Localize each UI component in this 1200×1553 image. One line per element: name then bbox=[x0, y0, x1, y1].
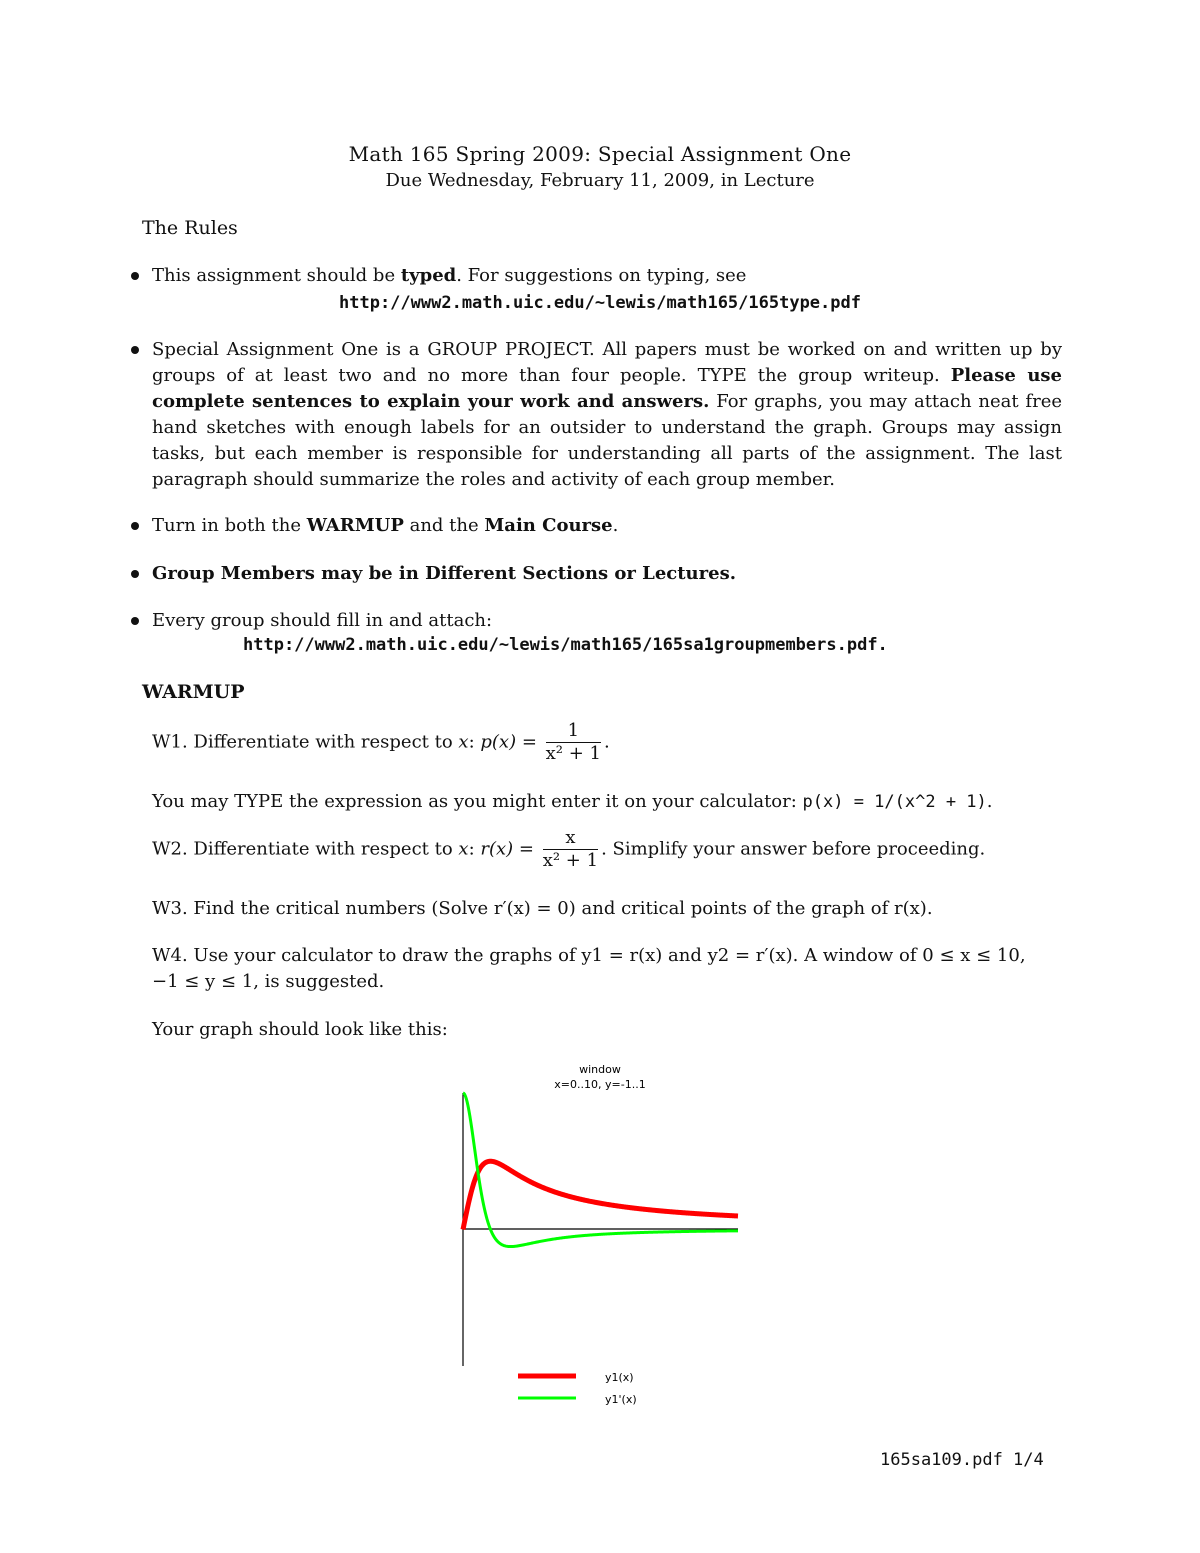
calc-hint-text: You may TYPE the expression as you might enter it on your calculator: bbox=[152, 791, 803, 812]
rule-fill-attach: Every group should fill in and attach: bbox=[152, 610, 493, 631]
rule-group-text: Special Assignment One is a GROUP PROJECT. All papers must be worked on and written up by groups of at least two and no more than four people. TYPE the group writeup. bbox=[152, 339, 1062, 386]
question-w1: W1. Differentiate with respect to x: p(x) = $\frac{1}{\text{x² + 1}}$ . bbox=[152, 720, 610, 764]
series-line-2 bbox=[463, 1093, 738, 1247]
rule-turnin-text3: . bbox=[612, 515, 619, 536]
w1-numerator: 1 bbox=[546, 720, 601, 743]
rule-turnin-text: Turn in both the bbox=[152, 515, 307, 536]
rule-members-bold: Group Members may be in Different Sections or Lectures. bbox=[152, 563, 736, 584]
calc-hint-code: p(x) = 1/(x^2 + 1) bbox=[802, 792, 987, 812]
rule-typed-text: This assignment should be bbox=[152, 265, 401, 286]
w2-numerator: x bbox=[543, 827, 598, 850]
rule-group-text2: For graphs, you may attach neat free hand sketches with enough labels for an outsider to understand the graph. Groups may assign tasks, but each member is responsible for understanding all parts of the assignment. The last paragraph should summarize the roles and activity of each group member. bbox=[152, 391, 1063, 490]
rule-typed-bold: typed bbox=[400, 265, 457, 286]
rule-typed-text2: . For suggestions on typing, see bbox=[456, 265, 747, 286]
w1-denominator: x² + 1 bbox=[545, 743, 601, 764]
warmup-heading: WARMUP bbox=[142, 681, 245, 703]
w1-prefix: W1. Differentiate with respect to bbox=[152, 731, 459, 753]
document-title: Math 165 Spring 2009: Special Assignment One bbox=[348, 142, 852, 166]
series-line-1 bbox=[463, 1161, 738, 1229]
document-subtitle: Due Wednesday, February 11, 2009, in Lecture bbox=[385, 170, 815, 191]
w2-denominator: x² + 1 bbox=[542, 850, 599, 871]
question-w4-line1: W4. Use your calculator to draw the graphs of y1 = r(x) and y2 = r′(x). A window of 0 ≤ x ≤ 10, bbox=[152, 945, 1026, 966]
question-w2: W2. Differentiate with respect to x: r(x) = $\frac{x}{\text{x² + 1}}$ . Simplify your answer before proceeding. bbox=[152, 827, 986, 871]
rule-turnin-main: Main Course bbox=[484, 515, 613, 536]
calc-hint-suffix: . bbox=[986, 791, 993, 812]
chart-subtitle: x=0..10, y=-1..1 bbox=[554, 1078, 646, 1091]
legend-label-y2: y1'(x) bbox=[605, 1393, 637, 1406]
w2-suffix: . Simplify your answer before proceeding. bbox=[601, 838, 986, 860]
question-w4-line2: −1 ≤ y ≤ 1, is suggested. bbox=[152, 971, 385, 992]
w1-suffix: . bbox=[604, 731, 610, 753]
rule-group-bold: Please use complete sentences to explain your work and answers. bbox=[152, 365, 1062, 412]
w2-function: r(x) = bbox=[480, 838, 534, 860]
graph-intro: Your graph should look like this: bbox=[152, 1019, 448, 1040]
rule-turnin-warmup: WARMUP bbox=[306, 515, 404, 536]
w2-variable: x bbox=[458, 838, 469, 860]
w2-prefix: W2. Differentiate with respect to bbox=[152, 838, 459, 860]
rules-heading: The Rules bbox=[142, 217, 238, 239]
chart-title: window bbox=[579, 1063, 621, 1076]
rule-turnin-text2: and the bbox=[403, 515, 485, 536]
page-label: 165sa109.pdf 1/4 bbox=[880, 1450, 1044, 1470]
group-members-url-link[interactable]: http://www2.math.uic.edu/~lewis/math165/165sa1groupmembers.pdf. bbox=[243, 635, 888, 655]
legend-label-y1: y1(x) bbox=[605, 1371, 634, 1384]
question-w3: W3. Find the critical numbers (Solve r′(x) = 0) and critical points of the graph of r(x). bbox=[152, 898, 933, 919]
w1-variable: x bbox=[458, 731, 469, 753]
w1-function: p(x) = bbox=[480, 731, 537, 753]
typing-url-link[interactable]: http://www2.math.uic.edu/~lewis/math165/165type.pdf bbox=[339, 293, 861, 313]
